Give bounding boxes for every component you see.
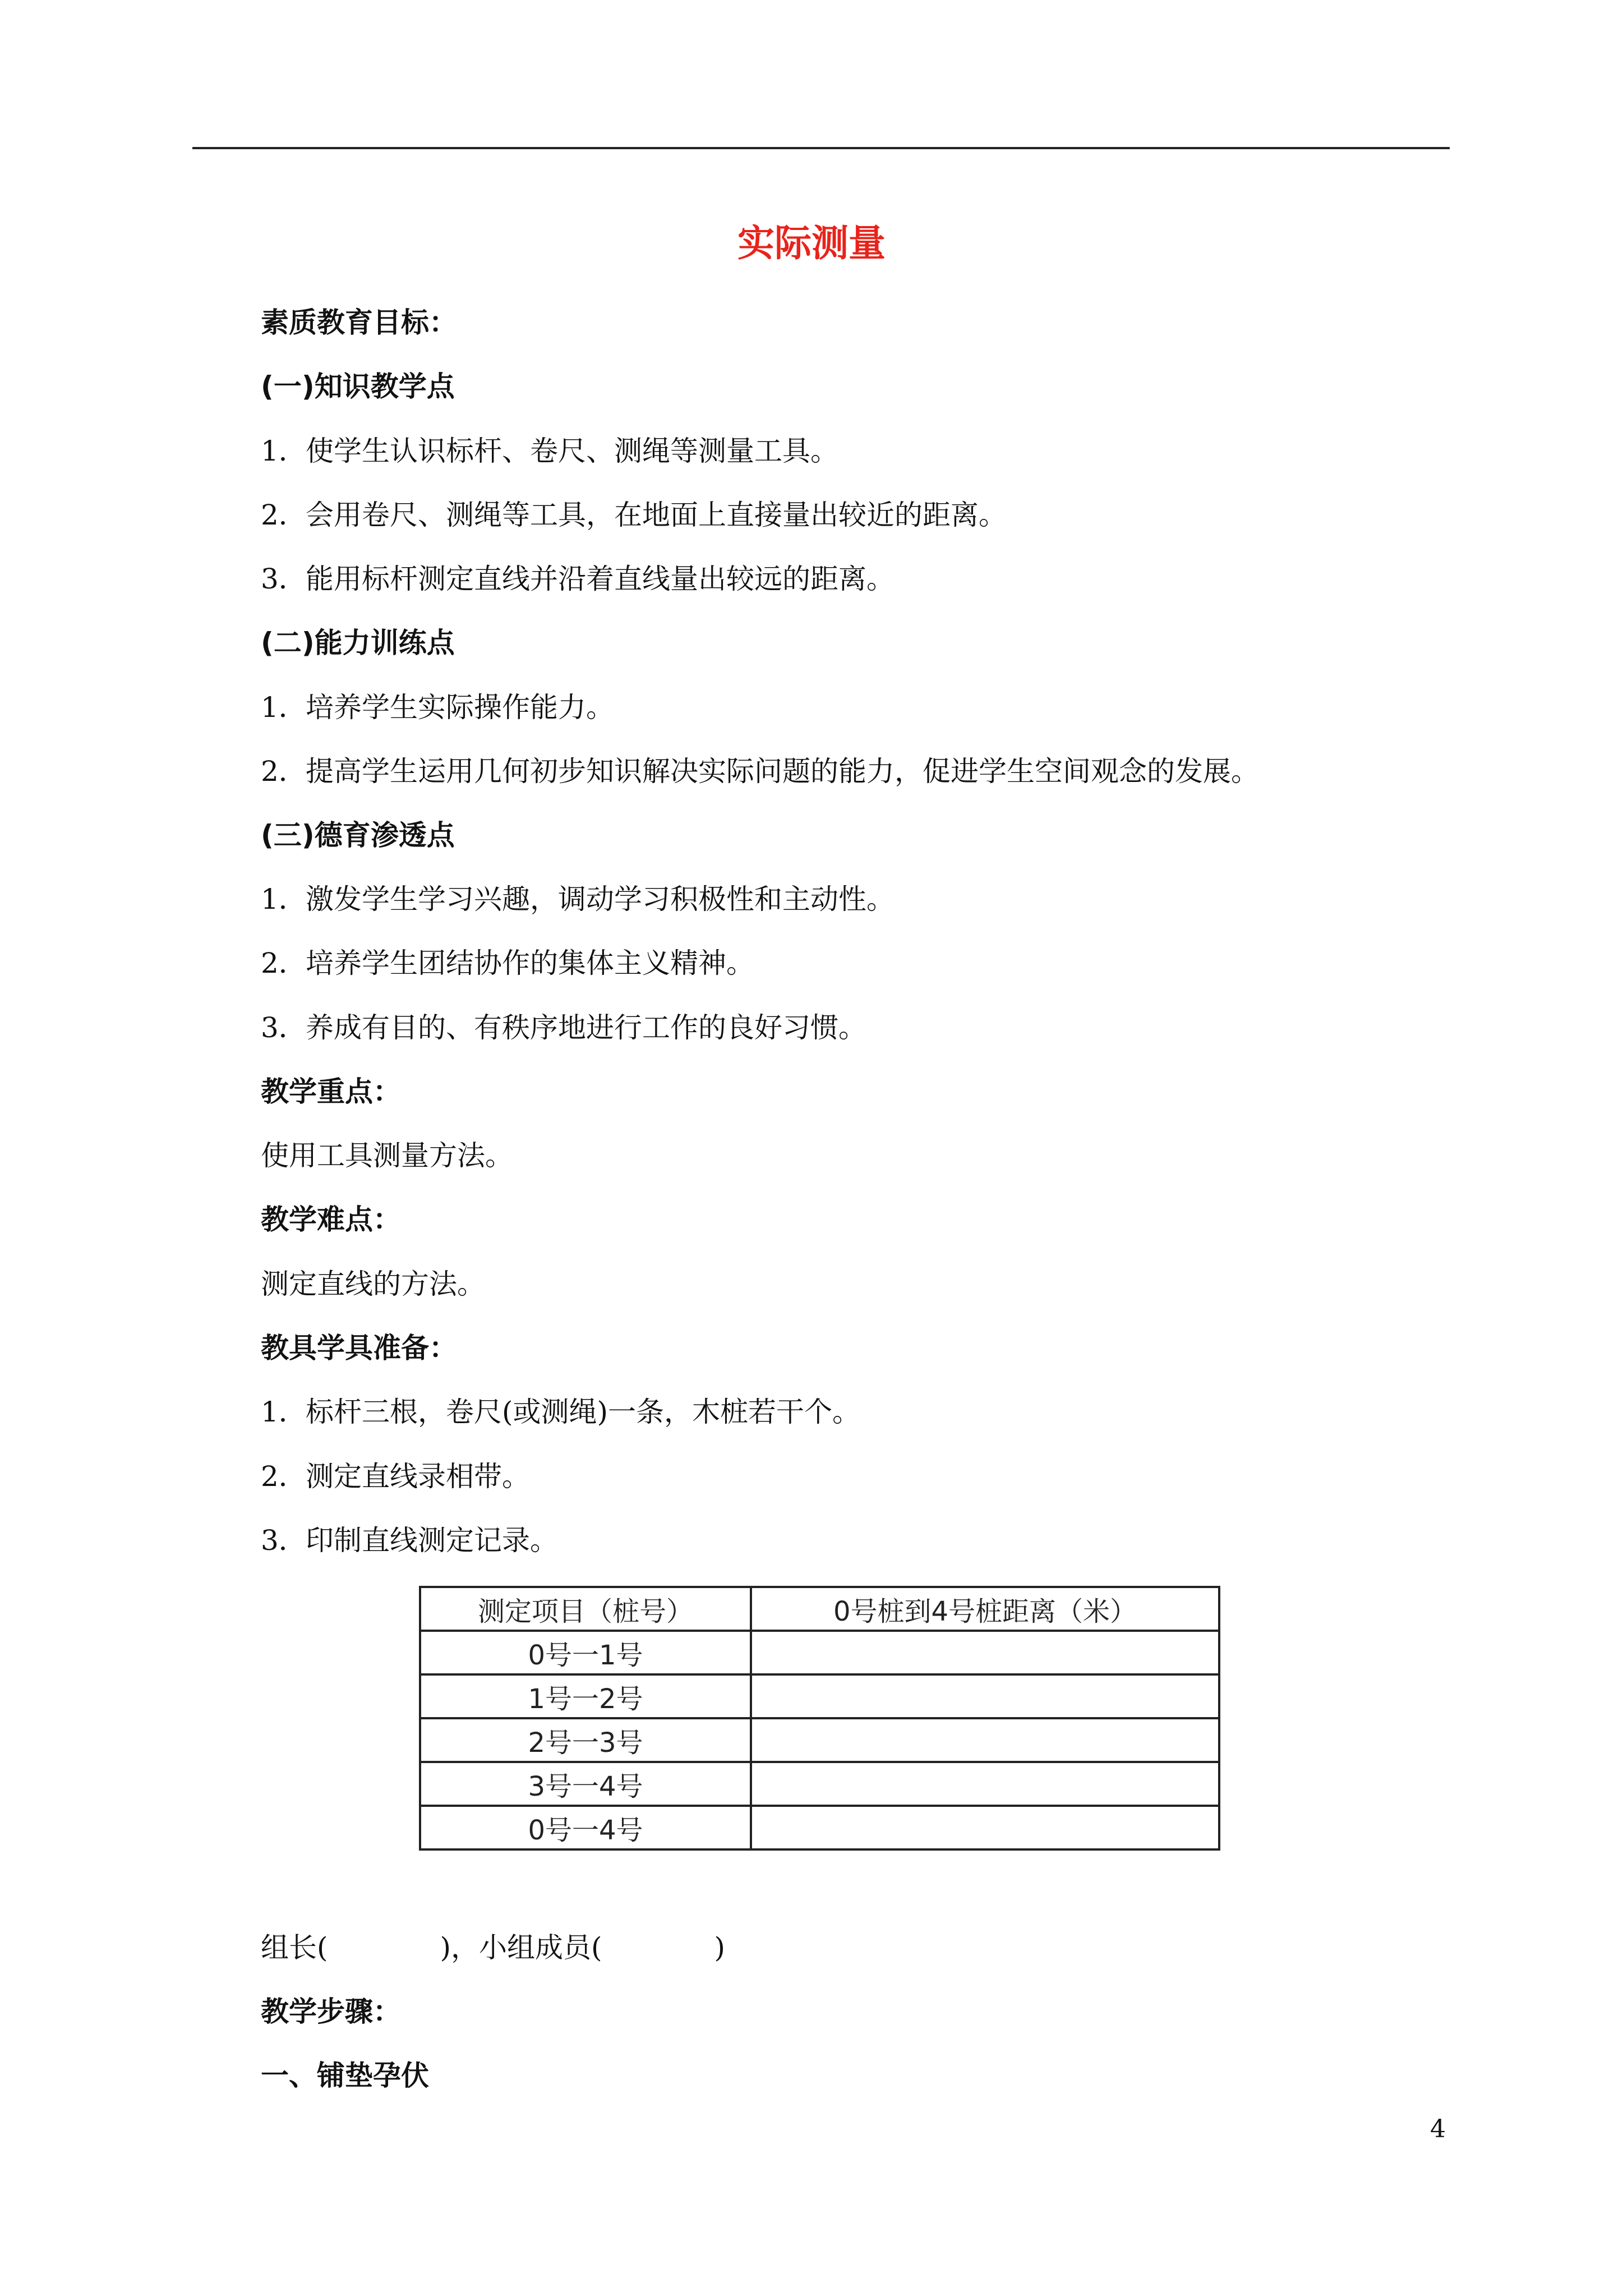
item-text: 使学生认识标杆、卷尺、测绳等测量工具。 <box>306 435 838 467</box>
item-text: 提高学生运用几何初步知识解决实际问题的能力，促进学生空间观念的发展。 <box>306 755 1259 788</box>
item-number: 1． <box>261 883 307 915</box>
item-text: 会用卷尺、测绳等工具，在地面上直接量出较近的距离。 <box>306 499 1007 531</box>
item-number: 2． <box>261 947 307 979</box>
key-point-text: 使用工具测量方法。 <box>261 1139 513 1172</box>
table-cell-stake: 0号一4号 <box>420 1806 751 1849</box>
knowledge-item <box>261 556 895 597</box>
table-cell-distance <box>751 1762 1219 1806</box>
ability-item <box>261 749 1259 789</box>
table-cell-distance <box>751 1718 1219 1762</box>
moral-item <box>261 941 754 981</box>
group-members-line: 组长( )，小组成员( ) <box>261 1931 726 1964</box>
table-cell-distance <box>751 1806 1219 1849</box>
table-row <box>420 1674 1219 1718</box>
preparation-heading: 教具学具准备： <box>261 1332 457 1364</box>
table-header-cell: 测定项目（桩号） <box>420 1587 751 1631</box>
page-number: 4 <box>1430 2115 1446 2143</box>
item-number: 1． <box>261 435 307 467</box>
preparation-item <box>261 1518 558 1558</box>
item-text: 培养学生实际操作能力。 <box>306 691 614 724</box>
step-one-heading: 一、铺垫孕伏 <box>261 2059 429 2092</box>
item-text: 印制直线测定记录。 <box>306 1524 558 1557</box>
item-text: 养成有目的、有秩序地进行工作的良好习惯。 <box>306 1011 866 1044</box>
item-text: 培养学生团结协作的集体主义精神。 <box>306 947 754 979</box>
difficulty-heading: 教学难点： <box>261 1203 401 1236</box>
knowledge-heading: (一)知识教学点 <box>261 370 455 403</box>
item-text: 激发学生学习兴趣，调动学习积极性和主动性。 <box>306 883 895 915</box>
table-cell-stake: 0号一1号 <box>420 1631 751 1674</box>
key-point-heading: 教学重点： <box>261 1075 401 1108</box>
item-text: 能用标杆测定直线并沿着直线量出较远的距离。 <box>306 563 895 595</box>
item-number: 2． <box>261 499 307 531</box>
table-cell-distance <box>751 1631 1219 1674</box>
item-number: 3． <box>261 563 307 595</box>
table-row <box>420 1806 1219 1849</box>
table-row <box>420 1762 1219 1806</box>
moral-item <box>261 877 895 917</box>
moral-item <box>261 1005 866 1046</box>
item-number: 2． <box>261 1460 307 1493</box>
item-number: 3． <box>261 1011 307 1044</box>
page-title: 实际测量 <box>737 222 886 265</box>
table-cell-stake: 3号一4号 <box>420 1762 751 1806</box>
steps-heading: 教学步骤： <box>261 1995 401 2028</box>
preparation-item <box>261 1389 860 1430</box>
preparation-item <box>261 1454 530 1494</box>
ability-heading: (二)能力训练点 <box>261 627 455 659</box>
knowledge-item <box>261 493 1007 533</box>
item-number: 2． <box>261 755 307 788</box>
table-header-cell: 0号桩到4号桩距离（米） <box>751 1587 1219 1631</box>
table-cell-stake: 2号一3号 <box>420 1718 751 1762</box>
table-row <box>420 1631 1219 1674</box>
table-header-row <box>420 1587 1219 1631</box>
item-number: 1． <box>261 691 307 724</box>
item-number: 1． <box>261 1396 307 1428</box>
measurement-record-table <box>419 1586 1220 1851</box>
item-number: 3． <box>261 1524 307 1557</box>
table-cell-distance <box>751 1674 1219 1718</box>
ability-item <box>261 685 614 725</box>
goals-heading: 素质教育目标： <box>261 306 457 339</box>
moral-heading: (三)德育渗透点 <box>261 819 455 852</box>
item-text: 标杆三根，卷尺(或测绳)一条，木桩若干个。 <box>306 1396 861 1428</box>
item-text: 测定直线录相带。 <box>306 1460 530 1493</box>
difficulty-text: 测定直线的方法。 <box>261 1268 485 1300</box>
header-rule <box>192 147 1450 149</box>
table-cell-stake: 1号一2号 <box>420 1674 751 1718</box>
knowledge-item <box>261 429 838 469</box>
table-row <box>420 1718 1219 1762</box>
